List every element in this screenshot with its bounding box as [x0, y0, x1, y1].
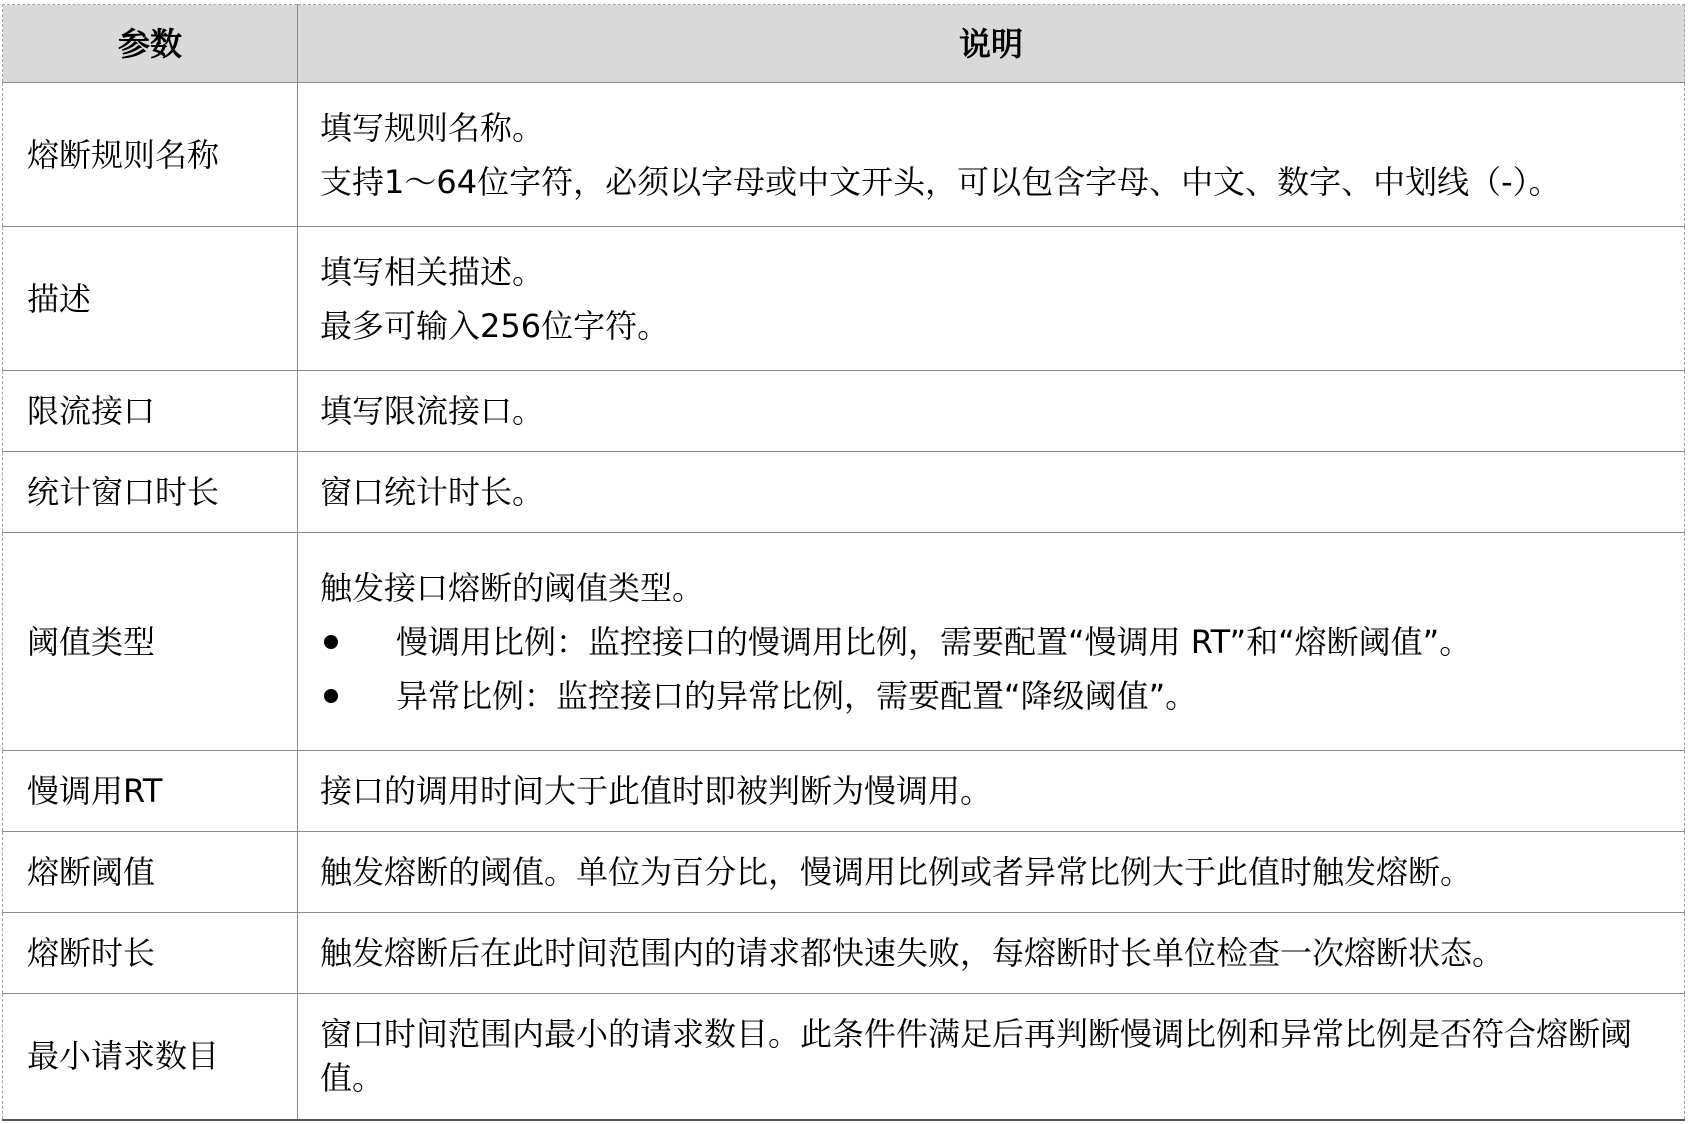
bullet-item [320, 620, 1674, 664]
table-header [3, 5, 1685, 83]
bullet-icon [324, 635, 338, 649]
table-body [3, 83, 1685, 1120]
table-row [3, 83, 1685, 227]
description-line: 窗口时间范围内最小的请求数目。此条件件满足后再判断慢调比例和异常比例是否符合熔断阈值。 [320, 1015, 1633, 1098]
param-cell: 限流接口 [3, 371, 298, 452]
bullet-icon [324, 689, 338, 703]
param-cell: 熔断规则名称 [3, 83, 298, 227]
description-cell [298, 751, 1685, 832]
description-line: 填写限流接口。 [320, 392, 545, 430]
description-line: 触发熔断的阈值。单位为百分比，慢调用比例或者异常比例大于此值时触发熔断。 [320, 853, 1473, 891]
param-cell: 最小请求数目 [3, 994, 298, 1120]
description-line: 填写相关描述。 [320, 252, 545, 291]
param-cell: 慢调用RT [3, 751, 298, 832]
table-row [3, 227, 1685, 371]
param-cell: 描述 [3, 227, 298, 371]
table-row [3, 452, 1685, 533]
description-line: 触发熔断后在此时间范围内的请求都快速失败，每熔断时长单位检查一次熔断状态。 [320, 934, 1505, 972]
description-cell [298, 227, 1685, 371]
description-line: 填写规则名称。 [320, 108, 545, 147]
description-line: 接口的调用时间大于此值时即被判断为慢调用。 [320, 772, 993, 810]
table-row [3, 751, 1685, 832]
description-cell [298, 452, 1685, 533]
description-line: 最多可输入256位字符。 [320, 306, 670, 345]
header-row [3, 5, 1685, 83]
table-row [3, 832, 1685, 913]
description-cell [298, 371, 1685, 452]
description-line: 支持1～64位字符，必须以字母或中文开头，可以包含字母、中文、数字、中划线（-）。 [320, 162, 1561, 201]
table-row [3, 371, 1685, 452]
description-cell [298, 533, 1685, 751]
description-cell [298, 994, 1685, 1120]
table-row [3, 533, 1685, 751]
param-cell: 阈值类型 [3, 533, 298, 751]
bullet-text: 慢调用比例：监控接口的慢调用比例，需要配置“慢调用 RT”和“熔断阈值”。 [396, 622, 1472, 661]
description-cell [298, 913, 1685, 994]
description-line: 窗口统计时长。 [320, 473, 545, 511]
header-param: 参数 [3, 5, 298, 83]
description-cell [298, 832, 1685, 913]
description-cell [298, 83, 1685, 227]
param-cell: 统计窗口时长 [3, 452, 298, 533]
table-row [3, 913, 1685, 994]
header-description: 说明 [298, 5, 1685, 83]
bullet-text: 异常比例：监控接口的异常比例，需要配置“降级阈值”。 [396, 676, 1198, 715]
parameter-table [2, 4, 1685, 1121]
param-cell: 熔断时长 [3, 913, 298, 994]
description-line: 触发接口熔断的阈值类型。 [320, 568, 705, 607]
bullet-item [320, 674, 1674, 718]
table-row [3, 994, 1685, 1120]
param-cell: 熔断阈值 [3, 832, 298, 913]
